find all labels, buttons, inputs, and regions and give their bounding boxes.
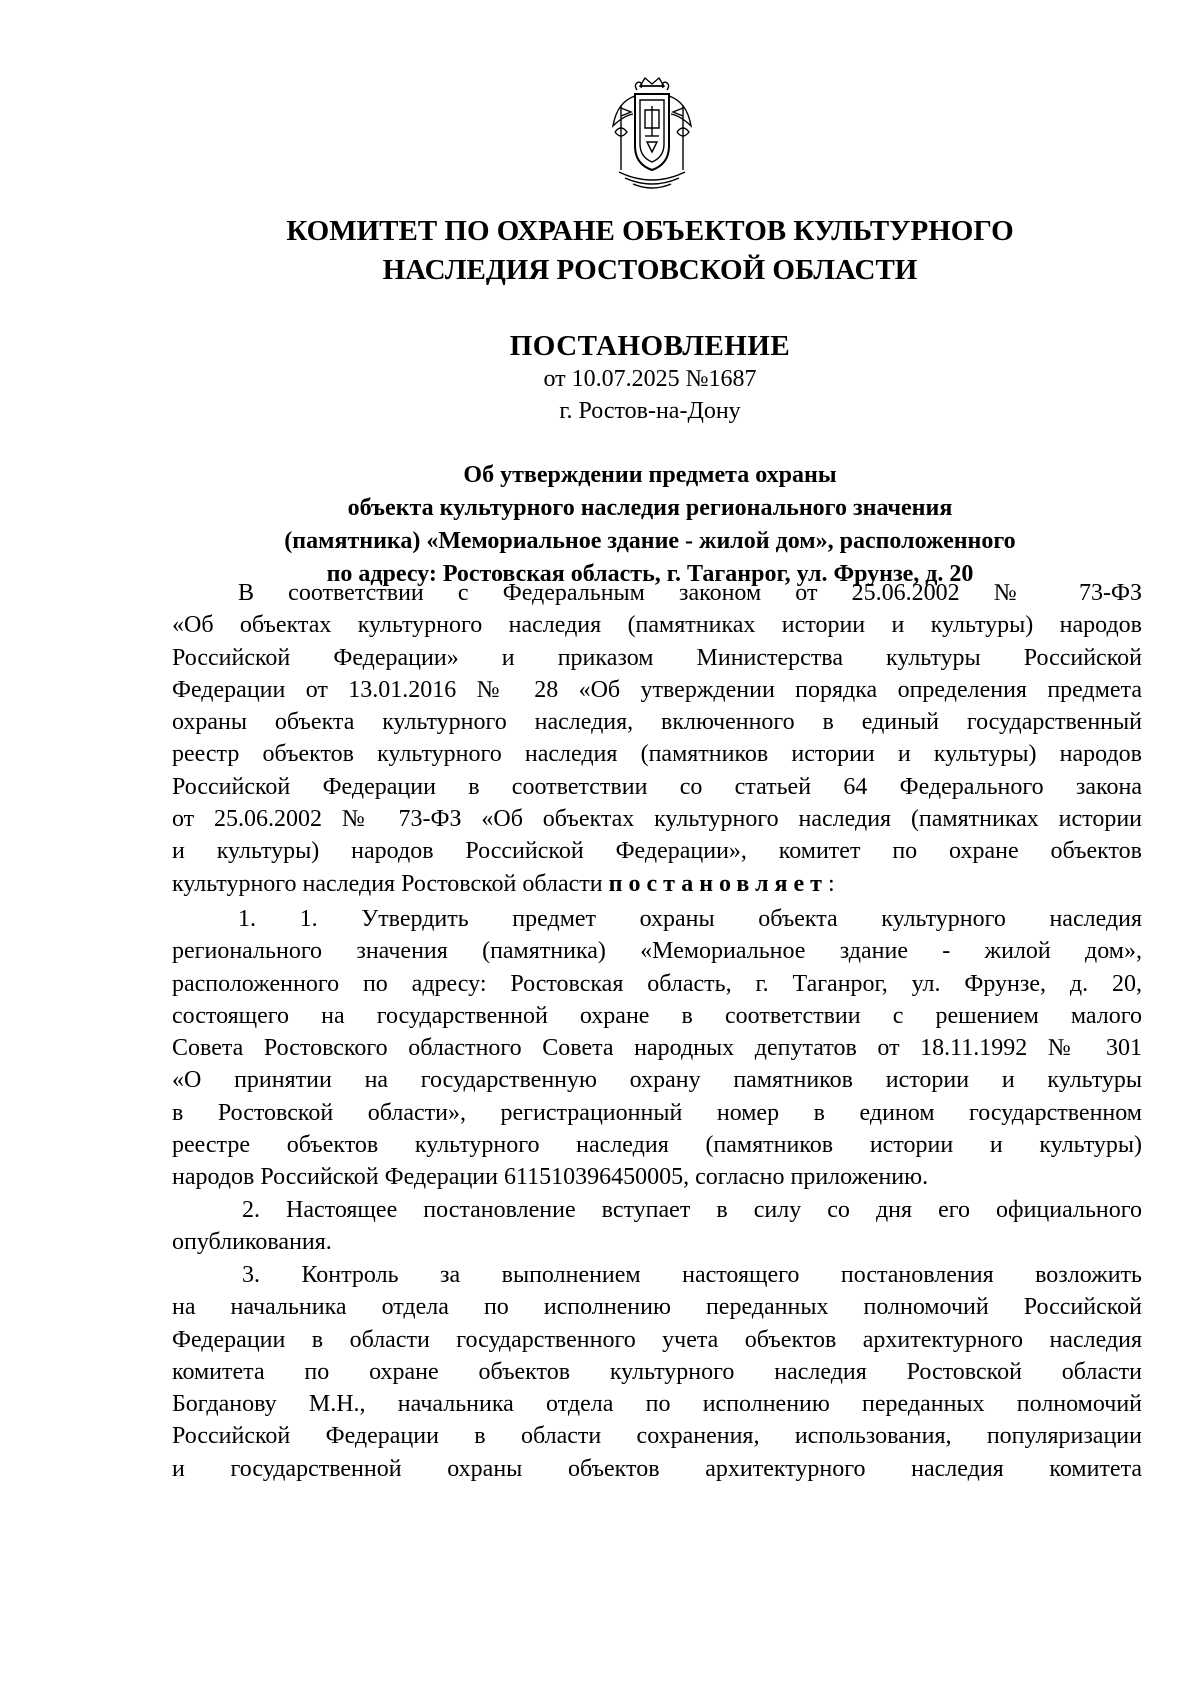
subject-line: (памятника) «Мемориальное здание - жилой дом», расположенного (284, 528, 1016, 554)
text-line: охраны объекта культурного наследия, включенного в единый государственный (172, 709, 1142, 736)
clause-2-paragraph (172, 1194, 1142, 1259)
coat-of-arms-icon (607, 76, 697, 192)
text-line: Богданову М.Н., начальника отдела по исполнению переданных полномочий (172, 1391, 1142, 1418)
text-line: Федерации от 13.01.2016 № 28 «Об утверждении порядка определения предмета (172, 676, 1142, 703)
decree-type-heading: ПОСТАНОВЛЕНИЕ (509, 330, 791, 362)
subject-line: Об утверждении предмета охраны (463, 462, 837, 488)
text-line: Российской Федерации в области сохранения, использования, популяризации (172, 1423, 1142, 1450)
preamble-paragraph (172, 577, 1142, 900)
text-line: реестр объектов культурного наследия (памятников истории и культуры) народов (172, 741, 1142, 768)
subject-line: по адресу: Ростовская область, г. Таганрог, ул. Фрунзе, д. 20 (326, 561, 974, 587)
resolves-keyword: постановляет (608, 870, 828, 897)
text-line: В соответствии с Федеральным законом от 25.06.2002 № 73-ФЗ (238, 580, 1142, 606)
text-line: «Об объектах культурного наследия (памятниках истории и культуры) народов (172, 612, 1142, 639)
text-line: регионального значения (памятника) «Мемориальное здание - жилой дом», (172, 938, 1142, 965)
text-line: и культуры) народов Российской Федерации», комитет по охране объектов (172, 838, 1142, 865)
text-line: опубликования. (172, 1229, 332, 1256)
text-line: народов Российской Федерации 611510396450005, согласно приложению. (172, 1164, 929, 1191)
clause-3-paragraph (172, 1259, 1142, 1485)
text-line: «О принятии на государственную охрану памятников истории и культуры (172, 1067, 1142, 1094)
text-line: реестре объектов культурного наследия (памятников истории и культуры) (172, 1132, 1142, 1159)
text-line: состоящего на государственной охране в соответствии с решением малого (172, 1002, 1142, 1029)
text-line: комитета по охране объектов культурного наследия Ростовской области (172, 1358, 1142, 1385)
text-line: Российской Федерации в соответствии со статьей 64 Федерального закона (172, 773, 1142, 800)
decree-city: г. Ростов-на-Дону (559, 398, 741, 424)
text-line: 3. Контроль за выполнением настоящего постановления возложить (242, 1262, 1142, 1288)
text-line: в Ростовской области», регистрационный номер в едином государственном (172, 1099, 1142, 1126)
text-line (172, 868, 1142, 900)
text-line: 2. Настоящее постановление вступает в силу со дня его официального (242, 1197, 1142, 1223)
clause-1-paragraph (172, 903, 1142, 1194)
text-line: 1. 1. Утвердить предмет охраны объекта культурного наследия (238, 906, 1142, 932)
text-fragment: : (827, 870, 835, 897)
decree-subject (150, 459, 1150, 591)
text-line: и государственной охраны объектов архитектурного наследия комитета (172, 1455, 1142, 1482)
text-line: Российской Федерации» и приказом Министерства культуры Российской (172, 644, 1142, 671)
text-line: от 25.06.2002 № 73-ФЗ «Об объектах культурного наследия (памятниках истории (172, 806, 1142, 833)
subject-line: объекта культурного наследия регионального значения (347, 495, 953, 521)
committee-name-line1: КОМИТЕТ ПО ОХРАНЕ ОБЪЕКТОВ КУЛЬТУРНОГО (286, 215, 1014, 247)
committee-name-line2: НАСЛЕДИЯ РОСТОВСКОЙ ОБЛАСТИ (382, 254, 918, 286)
text-fragment: культурного наследия Ростовской области (172, 870, 609, 897)
text-line: на начальника отдела по исполнению переданных полномочий Российской (172, 1294, 1142, 1321)
decree-date-number: от 10.07.2025 №1687 (543, 366, 757, 392)
text-line: Федерации в области государственного учета объектов архитектурного наследия (172, 1326, 1142, 1353)
committee-name (150, 212, 1150, 290)
text-line: расположенного по адресу: Ростовская область, г. Таганрог, ул. Фрунзе, д. 20, (172, 970, 1142, 997)
text-line: Совета Ростовского областного Совета народных депутатов от 18.11.1992 № 301 (172, 1035, 1142, 1062)
